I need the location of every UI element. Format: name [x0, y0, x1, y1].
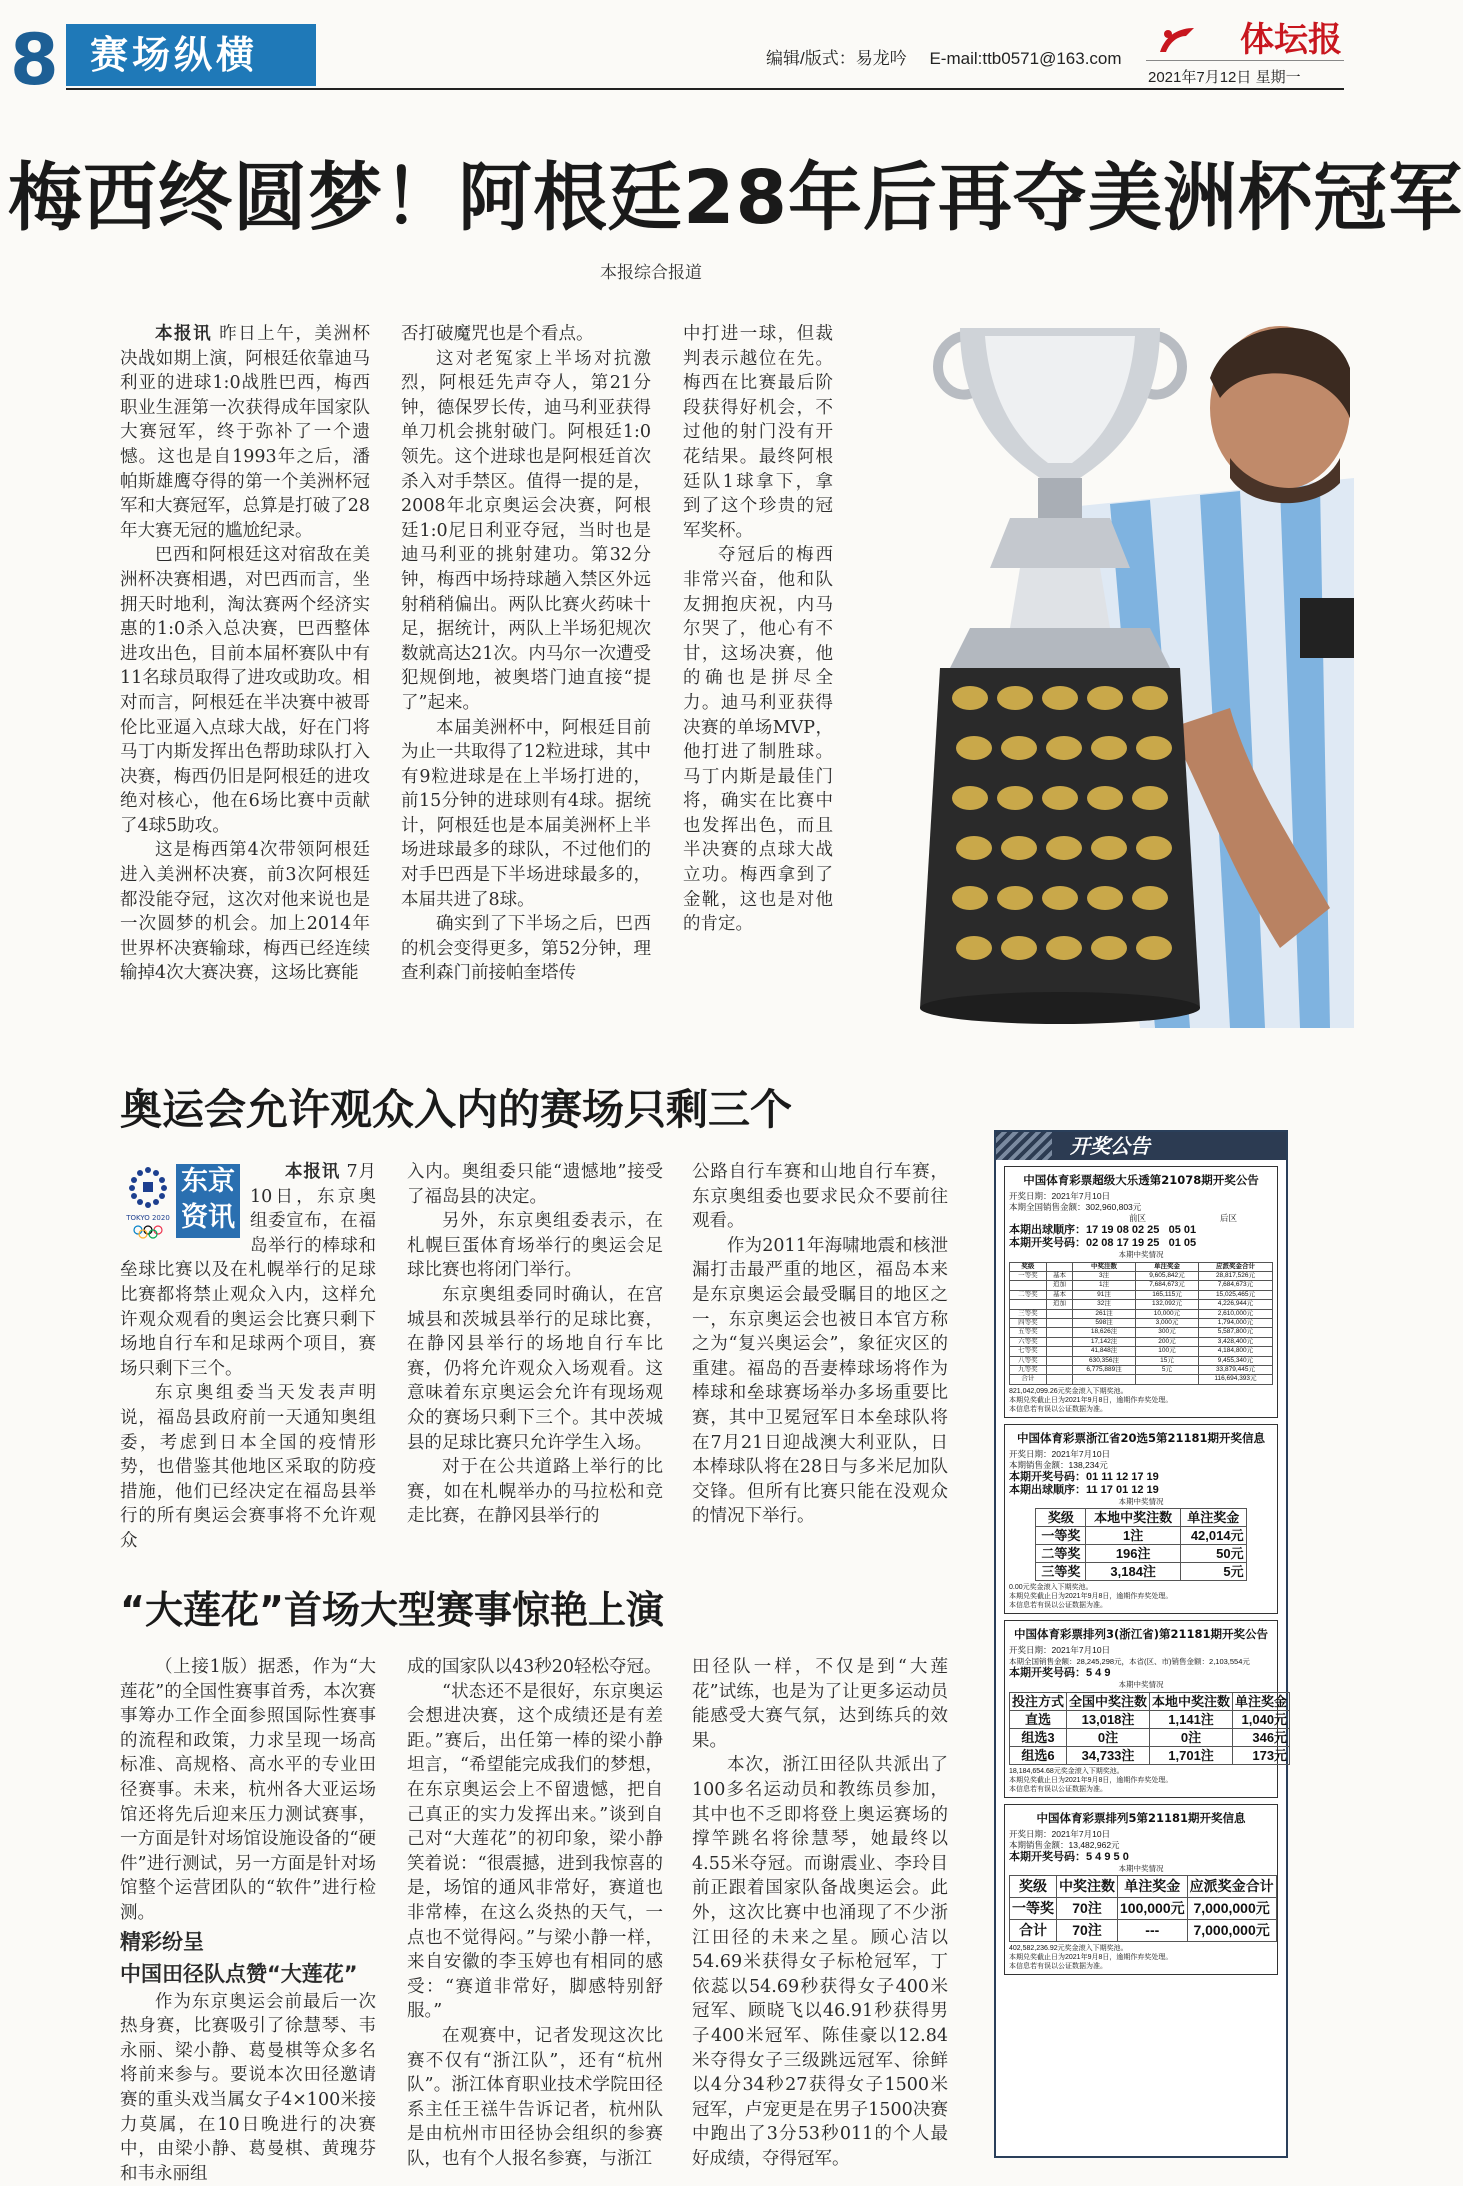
note: 本期兑奖截止日为2021年9月8日，逾期作弃奖处理。	[1009, 1776, 1173, 1784]
col-header: 应派奖金合计	[1198, 1262, 1272, 1271]
lottery-box-pick3	[1004, 1620, 1288, 1798]
trophy-plaque	[1042, 686, 1078, 710]
table-cell: 41,848注	[1073, 1347, 1136, 1356]
article3-headline: “大莲花”首场大型赛事惊艳上演	[120, 1588, 664, 1632]
draw-date: 开奖日期：2021年7月10日	[1009, 1191, 1111, 1201]
editor-name: 编辑/版式：易龙吟	[766, 49, 907, 68]
main-headline: 梅西终圆梦！阿根廷28年后再夺美洲杯冠军	[8, 155, 1463, 241]
paragraph: 巴西和阿根廷这对宿敌在美洲杯决赛相遇，对巴西而言，坐拥天时地利，淘汰赛两个经济实惠的1:0杀入总决赛，巴西整体进攻出色，目前本届杯赛队中有11名球员取得了进攻或助攻。相对而言，阿根廷在半决赛中被哥伦比亚逼入点球大战，好在门将马丁内斯发挥出色帮助球队打入决赛，梅西仍旧是阿根廷的进攻绝对核心，他在6场比赛中贡献了4球5助攻。	[120, 545, 370, 836]
table-cell: 300元	[1136, 1328, 1199, 1337]
trophy-plaque	[1132, 886, 1168, 910]
trophy-plaque	[956, 836, 992, 860]
note: 本信息若有误以公证数据为准。	[1009, 1405, 1107, 1413]
table-cell	[1046, 1375, 1072, 1384]
table-cell	[1046, 1337, 1072, 1346]
trophy-plaque	[956, 736, 992, 760]
sales-amount: 本期全国销售金额：302,960,803元	[1009, 1202, 1142, 1212]
table-cell: 三等奖	[1010, 1309, 1047, 1318]
table-cell: 二等奖	[1010, 1290, 1047, 1299]
paragraph-text: 据悉，作为“大莲花”的全国性赛事首秀，本次赛事筹办工作全面参照国际性赛事的流程和政策，力求呈现一场高标准、高规格、高水平的专业田径赛事。未来，杭州各大亚运场馆还将先后迎来压力测试赛事，一方面是针对场馆设施设备的“硬件”进行测试，另一方面是针对场馆整个运营团队的“软件”进行检测。	[120, 1657, 376, 1923]
page-number: 8	[10, 19, 59, 101]
paragraph: 东京奥组委当天发表声明说，福岛县政府前一天通知奥组委，考虑到日本全国的疫情形势，也借鉴其他地区采取的防疫措施，他们已经决定在福岛县举行的所有奥运会赛事将不允许观众	[120, 1383, 376, 1551]
issue-date: 2021年7月12日 星期一	[1148, 69, 1301, 86]
draw-date: 开奖日期：2021年7月10日	[1009, 1828, 1111, 1839]
table-row	[1010, 1920, 1277, 1942]
trophy-illustration	[920, 328, 1200, 1024]
note: 821,042,099.26元奖金滚入下期奖池。	[1009, 1387, 1128, 1395]
trophy-plaque	[1087, 686, 1123, 710]
table-caption: 本期中奖情况	[1118, 1863, 1164, 1873]
table-cell: 九等奖	[1010, 1365, 1047, 1374]
sales-amount: 本期销售金额：13,482,962元	[1009, 1839, 1120, 1850]
lottery-box-superlotto	[1004, 1166, 1278, 1418]
table-row	[1010, 1309, 1273, 1318]
table-cell: 0注	[1067, 1728, 1150, 1746]
table-cell	[1010, 1300, 1047, 1309]
numbers-front: 17 19 08 02 25	[1086, 1224, 1160, 1236]
table-cell: 直选	[1010, 1710, 1067, 1728]
table-cell: 一等奖	[1036, 1527, 1086, 1545]
zone-back: 后区	[1220, 1213, 1238, 1223]
table-cell: 3,428,400元	[1198, 1337, 1272, 1346]
table-cell	[1046, 1365, 1072, 1374]
winning-numbers: 本期开奖号码：5 4 9	[1009, 1667, 1111, 1680]
table-cell: 70注	[1057, 1920, 1118, 1942]
table-cell: 200元	[1136, 1337, 1199, 1346]
draw-date: 开奖日期：2021年7月10日	[1009, 1645, 1111, 1656]
trophy-plaque	[1136, 736, 1172, 760]
trophy-plaque	[1132, 786, 1168, 810]
table-cell: 组选3	[1010, 1728, 1067, 1746]
sales-amount: 本期销售金额：138,234元	[1009, 1459, 1108, 1470]
note: 本信息若有误以公证数据为准。	[1009, 1602, 1107, 1610]
col-header: 中奖注数	[1073, 1262, 1136, 1271]
table-row	[1010, 1318, 1273, 1327]
table-cell	[1073, 1375, 1136, 1384]
table-cell: 70注	[1057, 1898, 1118, 1920]
article1-column-2	[401, 322, 651, 994]
trophy-plaque	[1087, 786, 1123, 810]
table-cell: 七等奖	[1010, 1347, 1047, 1356]
col-header: 奖级	[1036, 1509, 1086, 1527]
paragraph: “状态还不是很好，东京奥运会想进决赛，这个成绩还是有差距。”赛后，出任第一棒的梁小静坦言，“希望能完成我们的梦想，在东京奥运会上不留遗憾，把自己真正的实力发挥出来。”谈到自己对“大莲花”的初印象，梁小静笑着说：“很震撼，进到我惊喜的是，场馆的通风非常好，赛道也非常棒，在这么炎热的天气，一点也不觉得闷。”与梁小静一样，来自安徽的李玉婷也有相同的感受：“赛道非常好，脚感特别舒服。”	[407, 1681, 663, 2022]
table-cell: 91注	[1073, 1290, 1136, 1299]
winning-numbers: 本期开奖号码：5 4 9 5 0	[1009, 1850, 1129, 1863]
table-cell: 3,184注	[1086, 1563, 1180, 1581]
table-cell: 32注	[1073, 1300, 1136, 1309]
table-cell	[1046, 1356, 1072, 1365]
table-header-row	[1036, 1509, 1246, 1527]
tokyo-2020-logo-icon	[120, 1160, 176, 1244]
table-row	[1010, 1347, 1273, 1356]
table-cell: 三等奖	[1036, 1563, 1086, 1581]
table-cell: 34,733注	[1067, 1746, 1150, 1764]
table-row	[1010, 1356, 1273, 1365]
lottery-title: 中国体育彩票排列3(浙江省)第21181期开奖公告	[1013, 1627, 1269, 1642]
table-cell: 1,701注	[1150, 1746, 1233, 1764]
col-header	[1046, 1262, 1072, 1271]
trophy-plaque	[997, 686, 1033, 710]
table-cell: 7,000,000元	[1187, 1898, 1276, 1920]
table-cell: 132,092元	[1136, 1300, 1199, 1309]
table-row	[1010, 1300, 1273, 1309]
draw-order: 本期出球顺序：11 17 01 12 19	[1009, 1483, 1159, 1496]
table-cell: 7,684,673元	[1136, 1281, 1199, 1290]
table-cell	[1046, 1309, 1072, 1318]
lottery-box-20pick5	[1004, 1424, 1278, 1615]
note: 本信息若有误以公证数据为准。	[1009, 1963, 1107, 1971]
table-caption: 本期中奖情况	[1118, 1250, 1164, 1259]
table-cell: 2,610,000元	[1198, 1309, 1272, 1318]
col-header: 奖级	[1010, 1876, 1057, 1898]
paragraph: 这是梅西第4次带领阿根廷进入美洲杯决赛，前3次阿根廷都没能夺冠，这次对他来说也是一次圆梦的机会。加上2014年世界杯决赛输球，梅西已经连续输掉4次大赛决赛，这场比赛能	[120, 840, 370, 984]
trophy-plaque	[1046, 836, 1082, 860]
prize-table	[1009, 1875, 1277, 1942]
table-cell	[1010, 1281, 1047, 1290]
col-header: 单注奖金	[1180, 1509, 1246, 1527]
table-cell: 1注	[1073, 1281, 1136, 1290]
table-cell: 196注	[1086, 1545, 1180, 1563]
paragraph-text: 昨日上午，美洲杯决战如期上演，阿根廷依靠迪马利亚的进球1:0战胜巴西，梅西职业生涯第一次获得成年国家队大赛冠军，终于弥补了一个遗憾。这也是自1993年之后，潘帕斯雄鹰夺得的第一个美洲杯冠军和大赛冠军，总算是打破了28年大赛无冠的尴尬纪录。	[120, 324, 371, 541]
paragraph: 本届美洲杯中，阿根廷目前为止一共取得了12粒进球，其中有9粒进球是在上半场打进的，前15分钟的进球则有4球。据统计，阿根廷也是本届美洲杯上半场进球最多的球队，不过他们的对手巴西是下半场进球最多的，本届共进了8球。	[401, 717, 651, 910]
prize-table	[1035, 1508, 1246, 1581]
article3-column-2	[407, 1655, 663, 2169]
table-header-row	[1010, 1876, 1277, 1898]
table-cell: 5元	[1180, 1563, 1246, 1581]
paragraph-text: 7月10日，东京奥组委宣布，在福岛举行的棒球和垒球比赛以及在札幌举行的足球比赛都将禁止观众入内，这样允许观众观看的奥运会比赛只剩下场地自行车和足球两个项目，赛场只剩下三个。	[120, 1162, 376, 1379]
col-header: 全国中奖注数	[1067, 1692, 1150, 1710]
paragraph	[120, 1655, 376, 1926]
note: 本信息若有误以公证数据为准。	[1009, 1785, 1107, 1793]
table-cell: 四等奖	[1010, 1318, 1047, 1327]
article2-column-2	[407, 1160, 663, 1532]
trophy-plaque	[1091, 936, 1127, 960]
table-row	[1010, 1365, 1273, 1374]
trophy-plaque	[1042, 786, 1078, 810]
table-cell: 3,000元	[1136, 1318, 1199, 1327]
section-title: 赛场纵横	[66, 24, 316, 86]
table-cell: 50元	[1180, 1545, 1246, 1563]
table-cell: 18,626注	[1073, 1328, 1136, 1337]
table-cell	[1136, 1375, 1199, 1384]
table-cell: 五等奖	[1010, 1328, 1047, 1337]
subheading: 中国田径队点赞“大莲花”	[120, 1961, 358, 1986]
table-cell: 6,775,889注	[1073, 1365, 1136, 1374]
sales-amount: 本期全国销售金额：28,245,298元，本省(区、市)销售金额：2,103,554元	[1009, 1657, 1250, 1667]
zone-labels	[1009, 1213, 1273, 1224]
table-cell: 八等奖	[1010, 1356, 1047, 1365]
lottery-title: 中国体育彩票浙江省20选5第21181期开奖信息	[1016, 1430, 1265, 1445]
winning-numbers	[1009, 1237, 1273, 1250]
table-cell: 基本	[1046, 1271, 1072, 1280]
paragraph: 这对老冤家上半场对抗激烈，阿根廷先声夺人，第21分钟，德保罗长传，迪马利亚获得单刀机会挑射破门。阿根廷1:0领先。这个进球也是阿根廷首次杀入对手禁区。值得一提的是，2008年北京奥运会决赛，阿根廷1:0尼日利亚夺冠，当时也是迪马利亚的挑射建功。第32分钟，梅西中场持球趟入禁区外远射稍稍偏出。两队比赛火药味十足，据统计，两队上半场犯规次数就高达21次。内马尔一次遭受犯规倒地，被奥塔门迪直接“提了”起来。	[401, 348, 651, 713]
lottery-title: 中国体育彩票超级大乐透第21078期开奖公告	[1023, 1173, 1259, 1187]
table-cell: 42,014元	[1180, 1527, 1246, 1545]
table-cell: 1,040元	[1233, 1710, 1290, 1728]
table-row	[1010, 1281, 1273, 1290]
table-row	[1010, 1290, 1273, 1299]
paragraph: 否打破魔咒也是个看点。	[401, 324, 594, 344]
table-cell: 组选6	[1010, 1746, 1067, 1764]
table-cell: 346元	[1233, 1728, 1290, 1746]
table-cell: 28,817,526元	[1198, 1271, 1272, 1280]
table-cell: 1,794,000元	[1198, 1318, 1272, 1327]
table-cell: 六等奖	[1010, 1337, 1047, 1346]
table-cell: 165,115元	[1136, 1290, 1199, 1299]
table-cell: 合计	[1010, 1920, 1057, 1942]
trophy-plaque	[1136, 836, 1172, 860]
table-row	[1036, 1545, 1246, 1563]
article1-column-1	[120, 322, 370, 994]
col-header: 本地中奖注数	[1150, 1692, 1233, 1710]
table-caption: 本期中奖情况	[1118, 1496, 1164, 1506]
table-cell: 一等奖	[1010, 1271, 1047, 1280]
table-cell: 261注	[1073, 1309, 1136, 1318]
lottery-header: 开奖公告	[996, 1132, 1286, 1160]
trophy-plaque	[1087, 886, 1123, 910]
lottery-box-pick5	[1004, 1804, 1278, 1976]
paragraph: 对于在公共道路上举行的比赛，如在札幌举办的马拉松和竞走比赛，在静冈县举行的	[407, 1457, 663, 1527]
table-row	[1010, 1375, 1273, 1384]
lead-tag: （上接1版）	[155, 1657, 258, 1677]
table-cell: 合计	[1010, 1375, 1047, 1384]
note: 本期兑奖截止日为2021年9月8日，逾期作弃奖处理。	[1009, 1954, 1173, 1962]
table-cell: 1注	[1086, 1527, 1180, 1545]
article3-column-3	[692, 1655, 948, 2169]
draw-date: 开奖日期：2021年7月10日	[1009, 1448, 1111, 1459]
paragraph: 中打进一球，但裁判表示越位在先。梅西在比赛最后阶段获得好机会，不过他的射门没有开花结果。最终阿根廷队1球拿下，拿到了这个珍贵的冠军奖杯。	[683, 324, 833, 541]
trophy-plaque	[1136, 936, 1172, 960]
table-cell: 15元	[1136, 1356, 1199, 1365]
col-header: 奖级	[1010, 1262, 1047, 1271]
label: 本期出球顺序：	[1009, 1224, 1086, 1236]
table-cell: 7,684,673元	[1198, 1281, 1272, 1290]
table-cell: 3注	[1073, 1271, 1136, 1280]
table-row	[1010, 1898, 1277, 1920]
table-cell: 116,694,393元	[1198, 1375, 1272, 1384]
note: 本期兑奖截止日为2021年9月8日，逾期作弃奖处理。	[1009, 1396, 1173, 1404]
table-cell: 二等奖	[1036, 1545, 1086, 1563]
trophy-plaque	[1001, 836, 1037, 860]
subheading: 精彩纷呈	[120, 1929, 204, 1954]
paragraph: 另外，东京奥组委表示，在札幌巨蛋体育场举行的奥运会足球比赛也将闭门举行。	[407, 1211, 663, 1281]
lottery-title: 中国体育彩票排列5第21181期开奖信息	[1036, 1810, 1246, 1825]
paragraph: 在观赛中，记者发现这次比赛不仅有“浙江队”，还有“杭州队”。浙江体育职业技术学院田径系主任王禚牛告诉记者，杭州队是由杭州市田径协会组织的参赛队，也有个人报名参赛，与浙江	[407, 2025, 663, 2169]
header-rule	[66, 88, 1344, 90]
tokyo-news-badge	[120, 1160, 244, 1244]
table-cell: 0注	[1150, 1728, 1233, 1746]
table-row	[1036, 1563, 1246, 1581]
table-cell	[1046, 1318, 1072, 1327]
trophy-plaque	[1046, 736, 1082, 760]
table-cell: 630,356注	[1073, 1356, 1136, 1365]
table-cell: 100,000元	[1118, 1898, 1188, 1920]
trophy-plaque	[952, 786, 988, 810]
table-cell: 1,141注	[1150, 1710, 1233, 1728]
table-cell: 4,226,944元	[1198, 1300, 1272, 1309]
article2-headline: 奥运会允许观众入内的赛场只剩三个	[120, 1085, 793, 1134]
player-head	[1210, 326, 1350, 503]
article2-column-3	[692, 1160, 948, 1532]
byline: 本报综合报道	[600, 263, 702, 283]
article3-column-1	[120, 1655, 376, 2184]
trophy-plaque	[952, 886, 988, 910]
col-header: 中奖注数	[1057, 1876, 1118, 1898]
table-row	[1010, 1728, 1290, 1746]
table-row	[1010, 1710, 1290, 1728]
label: 本期开奖号码：	[1009, 1237, 1086, 1249]
editor-email: E-mail:ttb0571@163.com	[929, 49, 1122, 68]
paragraph: 成的国家队以43秒20轻松夺冠。	[407, 1657, 662, 1677]
paragraph: 确实到了下半场之后，巴西的机会变得更多，第52分钟，理查利森门前接帕奎塔传	[401, 914, 651, 984]
winning-numbers: 本期开奖号码：01 11 12 17 19	[1009, 1470, 1159, 1483]
table-cell: 7,000,000元	[1187, 1920, 1276, 1942]
table-row	[1010, 1328, 1273, 1337]
table-row	[1010, 1746, 1290, 1764]
table-cell: 追加	[1046, 1300, 1072, 1309]
editor-info	[766, 44, 1140, 69]
trophy-plaque	[1001, 936, 1037, 960]
table-cell	[1046, 1328, 1072, 1337]
note: 本期兑奖截止日为2021年9月8日，逾期作弃奖处理。	[1009, 1593, 1173, 1601]
table-cell: 13,018注	[1067, 1710, 1150, 1728]
table-header-row	[1010, 1262, 1273, 1271]
trophy-plaque	[1132, 686, 1168, 710]
col-header: 本地中奖注数	[1086, 1509, 1180, 1527]
zone-front: 前区	[1129, 1213, 1147, 1223]
table-cell: 4,184,800元	[1198, 1347, 1272, 1356]
prize-table	[1009, 1692, 1290, 1765]
paragraph: 东京奥组委同时确认，在宫城县和茨城县举行的足球比赛，在静冈县举行的场地自行车比赛，仍将允许观众入场观看。这意味着东京奥运会允许有现场观众的赛场只剩下三个。其中茨城县的足球比赛只允许学生入场。	[407, 1284, 663, 1453]
table-cell: ---	[1118, 1920, 1188, 1942]
trophy-plaque	[956, 936, 992, 960]
table-cell: 598注	[1073, 1318, 1136, 1327]
draw-order	[1009, 1224, 1273, 1237]
table-cell: 基本	[1046, 1290, 1072, 1299]
table-row	[1036, 1527, 1246, 1545]
table-cell	[1046, 1347, 1072, 1356]
table-cell: 100元	[1136, 1347, 1199, 1356]
paragraph: 公路自行车赛和山地自行车赛，东京奥组委也要求民众不要前往观看。	[692, 1162, 948, 1232]
tokyo-news-label: 东京资讯	[176, 1164, 240, 1238]
trophy-plaque	[1042, 886, 1078, 910]
trophy-plaque	[952, 686, 988, 710]
col-header: 单注奖金	[1136, 1262, 1199, 1271]
paragraph: 本次，浙江田径队共派出了100多名运动员和教练员参加，其中也不乏即将登上奥运赛场的撑竿跳名将徐慧琴，她最终以4.55米夺冠。而谢震业、李玲目前正跟着国家队备战奥运会。此外，这次比赛中也涌现了不少浙江田径的未来之星。顾心洁以54.69米获得女子标枪冠军，丁依蕊以54.69秒获得女子400米冠军、顾晓飞以46.91秒获得男子400米冠军、陈佳豪以12.84米夺得女子三级跳远冠军、徐鲜以4分34秒27获得女子1500米冠军，卢宠更是在男子1500决赛中跑出了3分53秒011的个人最好成绩，夺得冠军。	[692, 1755, 948, 2169]
table-row	[1010, 1337, 1273, 1346]
col-header: 投注方式	[1010, 1692, 1067, 1710]
trophy-plaque	[1091, 836, 1127, 860]
paragraph: 作为东京奥运会前最后一次热身赛，比赛吸引了徐慧琴、韦永丽、梁小静、葛曼棋等众多名将前来参与。要说本次田径邀请赛的重头戏当属女子4×100米接力莫属，在10日晚进行的决赛中，由梁小静、葛曼棋、黄瑰芬和韦永丽组	[120, 1991, 376, 2184]
paragraph: 田径队一样，不仅是到“大莲花”试练，也是为了让更多运动员能感受大赛气氛，达到练兵的效果。	[692, 1657, 948, 1751]
paragraph	[120, 322, 370, 543]
col-header: 单注奖金	[1118, 1876, 1188, 1898]
trophy-plaque	[997, 786, 1033, 810]
paragraph: 夺冠后的梅西非常兴奋，他和队友拥抱庆祝，内马尔哭了，他心有不甘，这场决赛，他的确也是拼尽全力。迪马利亚获得决赛的单场MVP，他打进了制胜球。马丁内斯是最佳门将，确实在比赛中也发挥出色，而且半决赛的点球大战立功。梅西拿到了金靴，这也是对他的肯定。	[683, 545, 833, 935]
table-caption: 本期中奖情况	[1118, 1680, 1164, 1690]
trophy-plaque	[1001, 736, 1037, 760]
trophy-plaque	[997, 886, 1033, 910]
table-cell: 5,587,800元	[1198, 1328, 1272, 1337]
tokyo-logo-text: TOKYO 2020	[126, 1214, 170, 1222]
lottery-announcements	[994, 1130, 1288, 2158]
prize-table	[1009, 1262, 1273, 1385]
table-cell: 15,025,465元	[1198, 1290, 1272, 1299]
lead-tag: 本报讯	[285, 1162, 341, 1182]
newspaper-brand: 体坛报	[1240, 20, 1342, 60]
table-cell: 9,455,340元	[1198, 1356, 1272, 1365]
lead-tag: 本报讯	[155, 324, 213, 344]
table-cell: 5元	[1136, 1365, 1199, 1374]
table-cell: 33,879,445元	[1198, 1365, 1272, 1374]
numbers-back: 05 01	[1168, 1224, 1197, 1236]
col-header: 单注奖金	[1233, 1692, 1290, 1710]
note: 402,582,236.92元奖金滚入下期奖池。	[1009, 1945, 1128, 1953]
table-cell: 追加	[1046, 1281, 1072, 1290]
paragraph: 入内。奥组委只能“遗憾地”接受了福岛县的决定。	[407, 1162, 663, 1207]
paragraph: 作为2011年海啸地震和核泄漏打击最严重的地区，福岛本来是东京奥运会最受瞩目的地区之一，东京奥运会也被日本官方称之为“复兴奥运会”，象征灾区的重建。福岛的吾妻棒球场将作为棒球和垒球赛场举办多场重要比赛，其中卫冕冠军日本垒球队将在7月21日迎战澳大利亚队，日本棒球队将在28日与多米尼加队交锋。但所有比赛只能在没观众的情况下举行。	[692, 1235, 948, 1527]
table-row	[1010, 1271, 1273, 1280]
table-cell: 173元	[1233, 1746, 1290, 1764]
numbers-back: 01 05	[1168, 1237, 1197, 1249]
numbers-front: 02 08 17 19 25	[1086, 1237, 1160, 1249]
trophy-plaque	[1091, 736, 1127, 760]
table-header-row	[1010, 1692, 1290, 1710]
trophy-plaque	[1046, 936, 1082, 960]
col-header: 应派奖金合计	[1187, 1876, 1276, 1898]
table-cell: 9,605,842元	[1136, 1271, 1199, 1280]
table-cell: 10,000元	[1136, 1309, 1199, 1318]
table-cell: 17,142注	[1073, 1337, 1136, 1346]
note: 18,184,654.68元奖金滚入下期奖池。	[1009, 1767, 1124, 1775]
note: 0.00元奖金滚入下期奖池。	[1009, 1584, 1093, 1592]
messi-trophy-photo	[810, 308, 1354, 1028]
header-divider	[1146, 60, 1344, 61]
table-cell: 一等奖	[1010, 1898, 1057, 1920]
